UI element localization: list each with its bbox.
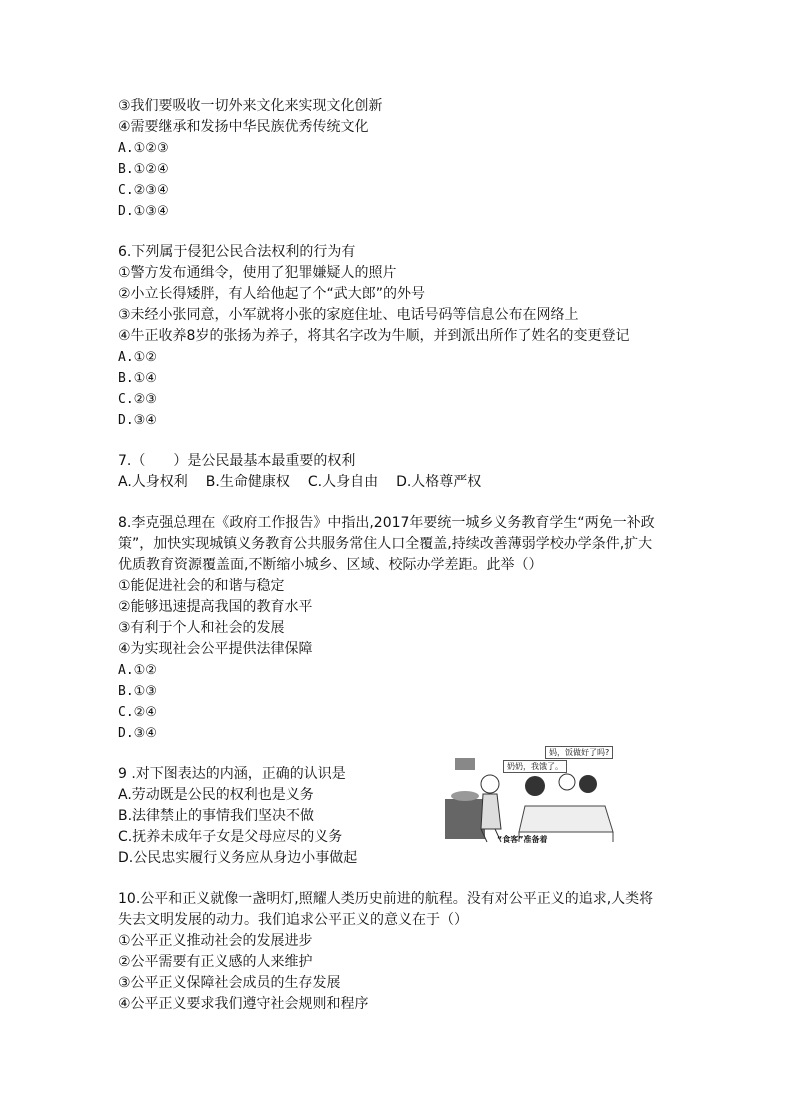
option: B.法律禁止的事情我们坚决不做 (118, 808, 315, 824)
statement: ②小立长得矮胖，有人给他起了个“武大郎”的外号 (118, 286, 426, 302)
figure-caption: “食客”准备着 (497, 835, 548, 844)
question-stem: 9 .对下图表达的内涵，正确的认识是 (118, 766, 346, 782)
question-7 (118, 451, 678, 493)
option: C.②③④ (118, 183, 169, 198)
question-stem: 策”，加快实现城镇义务教育公共服务常住人口全覆盖,持续改善薄弱学校办学条件,扩大 (118, 536, 653, 552)
question-5-tail (118, 96, 678, 222)
statement: ①能促进社会的和谐与稳定 (118, 578, 285, 594)
statement: ③我们要吸收一切外来文化来实现文化创新 (118, 98, 383, 114)
statement: ④需要继承和发扬中华民族优秀传统文化 (118, 119, 369, 135)
question-6 (118, 242, 678, 431)
statement: ③未经小张同意，小军就将小张的家庭住址、电话号码等信息公布在网络上 (118, 307, 579, 323)
cartoon-illustration (435, 744, 617, 848)
question-stem: 8.李克强总理在《政府工作报告》中指出,2017年要统一城乡义务教育学生“两免一补政 (118, 515, 655, 531)
question-stem: 失去文明发展的动力。我们追求公平正义的意义在于（） (118, 912, 468, 928)
option: C.人身自由 (307, 474, 379, 490)
document-page (118, 96, 678, 1015)
option: D.①③④ (118, 204, 169, 219)
statement: ③公平正义保障社会成员的生存发展 (118, 975, 341, 991)
question-10 (118, 889, 678, 1015)
statement: ②能够迅速提高我国的教育水平 (118, 599, 313, 615)
option: A.人身权利 (118, 474, 188, 490)
statement: ②公平需要有正义感的人来维护 (118, 954, 313, 970)
option: A.①② (118, 350, 157, 365)
options-row (118, 472, 678, 493)
option: C.②③ (118, 392, 157, 407)
option: C.②④ (118, 705, 157, 720)
option: D.人格尊严权 (396, 474, 482, 490)
option: B.生命健康权 (205, 474, 290, 490)
option: A.劳动既是公民的权利也是义务 (118, 787, 314, 803)
statement: ③有利于个人和社会的发展 (118, 620, 285, 636)
question-stem: 优质教育资源覆盖面,不断缩小城乡、区域、校际办学差距。此举（） (118, 557, 543, 573)
speech-bubble: 奶奶，我饿了。 (503, 760, 567, 773)
option: D.公民忠实履行义务应从身边小事做起 (118, 850, 358, 866)
statement: ①警方发布通缉令，使用了犯罪嫌疑人的照片 (118, 265, 397, 281)
statement: ④为实现社会公平提供法律保障 (118, 641, 313, 657)
statement: ④牛正收养8岁的张扬为养子，将其名字改为牛顺，并到派出所作了姓名的变更登记 (118, 328, 630, 344)
question-8 (118, 513, 678, 744)
option: A.①② (118, 663, 157, 678)
question-stem: 10.公平和正义就像一盏明灯,照耀人类历史前进的航程。没有对公平正义的追求,人类将 (118, 891, 654, 907)
option: D.③④ (118, 413, 157, 428)
question-stem: 6.下列属于侵犯公民合法权利的行为有 (118, 244, 356, 260)
option: B.①④ (118, 371, 157, 386)
option: D.③④ (118, 726, 157, 741)
option: C.抚养未成年子女是父母应尽的义务 (118, 829, 343, 845)
statement: ①公平正义推动社会的发展进步 (118, 933, 313, 949)
option: B.①③ (118, 684, 157, 699)
option: A.①②③ (118, 141, 169, 156)
question-stem: 7.（ ）是公民最基本最重要的权利 (118, 453, 356, 469)
statement: ④公平正义要求我们遵守社会规则和程序 (118, 996, 369, 1012)
option: B.①②④ (118, 162, 169, 177)
speech-bubble: 妈，饭做好了吗? (545, 746, 613, 759)
